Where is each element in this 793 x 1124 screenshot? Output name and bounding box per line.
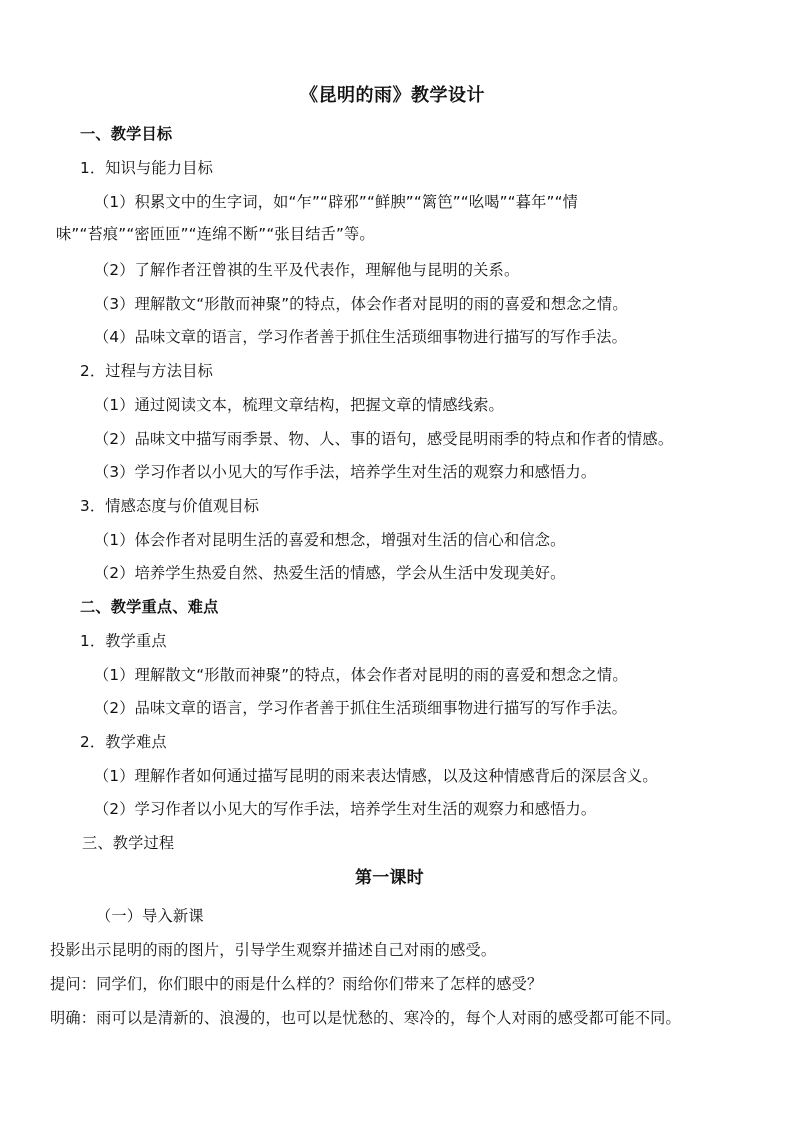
paragraph-item: （2）了解作者汪曾祺的生平及代表作，理解他与昆明的关系。 (94, 261, 520, 279)
section-heading-objectives: 一、教学目标 (80, 125, 173, 143)
paragraph-item: （3）理解散文“形散而神聚”的特点，体会作者对昆明的雨的喜爱和想念之情。 (94, 295, 628, 313)
paragraph-item: （1）理解作者如何通过描写昆明的雨来表达情感，以及这种情感背后的深层含义。 (94, 767, 658, 785)
subheading-process: 2．过程与方法目标 (80, 362, 213, 380)
lesson-title: 第一课时 (355, 868, 424, 888)
document-title: 《昆明的雨》教学设计 (300, 85, 485, 106)
subheading-difficulty: 2．教学难点 (80, 733, 167, 751)
paragraph-item: （2）培养学生热爱自然、热爱生活的情感，学会从生活中发现美好。 (94, 564, 566, 582)
paragraph-item: （1）积累文中的生字词，如“乍”“辟邪”“鲜腴”“篱笆”“吆喝”“暮年”“情 (94, 193, 579, 211)
paragraph: 明确：雨可以是清新的、浪漫的，也可以是忧愁的、寒冷的，每个人对雨的感受都可能不同。 (50, 1009, 681, 1027)
section-heading-keypoints: 二、教学重点、难点 (80, 598, 219, 616)
paragraph: 投影出示昆明的雨的图片，引导学生观察并描述自己对雨的感受。 (50, 941, 497, 959)
part-heading: （一）导入新课 (96, 907, 204, 925)
paragraph-item: （1）体会作者对昆明生活的喜爱和想念，增强对生活的信心和信念。 (94, 531, 566, 549)
paragraph-item: （2）品味文中描写雨季景、物、人、事的语句，感受昆明雨季的特点和作者的情感。 (94, 430, 674, 448)
paragraph-item-continued: 味”“苔痕”“密匝匝”“连绵不断”“张目结舌”等。 (56, 225, 375, 243)
paragraph-item: （2）品味文章的语言，学习作者善于抓住生活琐细事物进行描写的写作手法。 (94, 699, 628, 717)
paragraph-item: （1）通过阅读文本，梳理文章结构，把握文章的情感线索。 (94, 396, 504, 414)
paragraph-item: （2）学习作者以小见大的写作手法，培养学生对生活的观察力和感悟力。 (94, 800, 597, 818)
subheading-knowledge: 1．知识与能力目标 (80, 159, 213, 177)
paragraph: 提问：同学们，你们眼中的雨是什么样的？雨给你们带来了怎样的感受？ (50, 975, 543, 993)
paragraph-item: （3）学习作者以小见大的写作手法，培养学生对生活的观察力和感悟力。 (94, 463, 597, 481)
subheading-emotion: 3．情感态度与价值观目标 (80, 497, 260, 515)
paragraph-item: （1）理解散文“形散而神聚”的特点，体会作者对昆明的雨的喜爱和想念之情。 (94, 666, 628, 684)
subheading-focus: 1．教学重点 (80, 632, 167, 650)
section-heading-process: 三、教学过程 (82, 834, 175, 852)
paragraph-item: （4）品味文章的语言，学习作者善于抓住生活琐细事物进行描写的写作手法。 (94, 328, 628, 346)
